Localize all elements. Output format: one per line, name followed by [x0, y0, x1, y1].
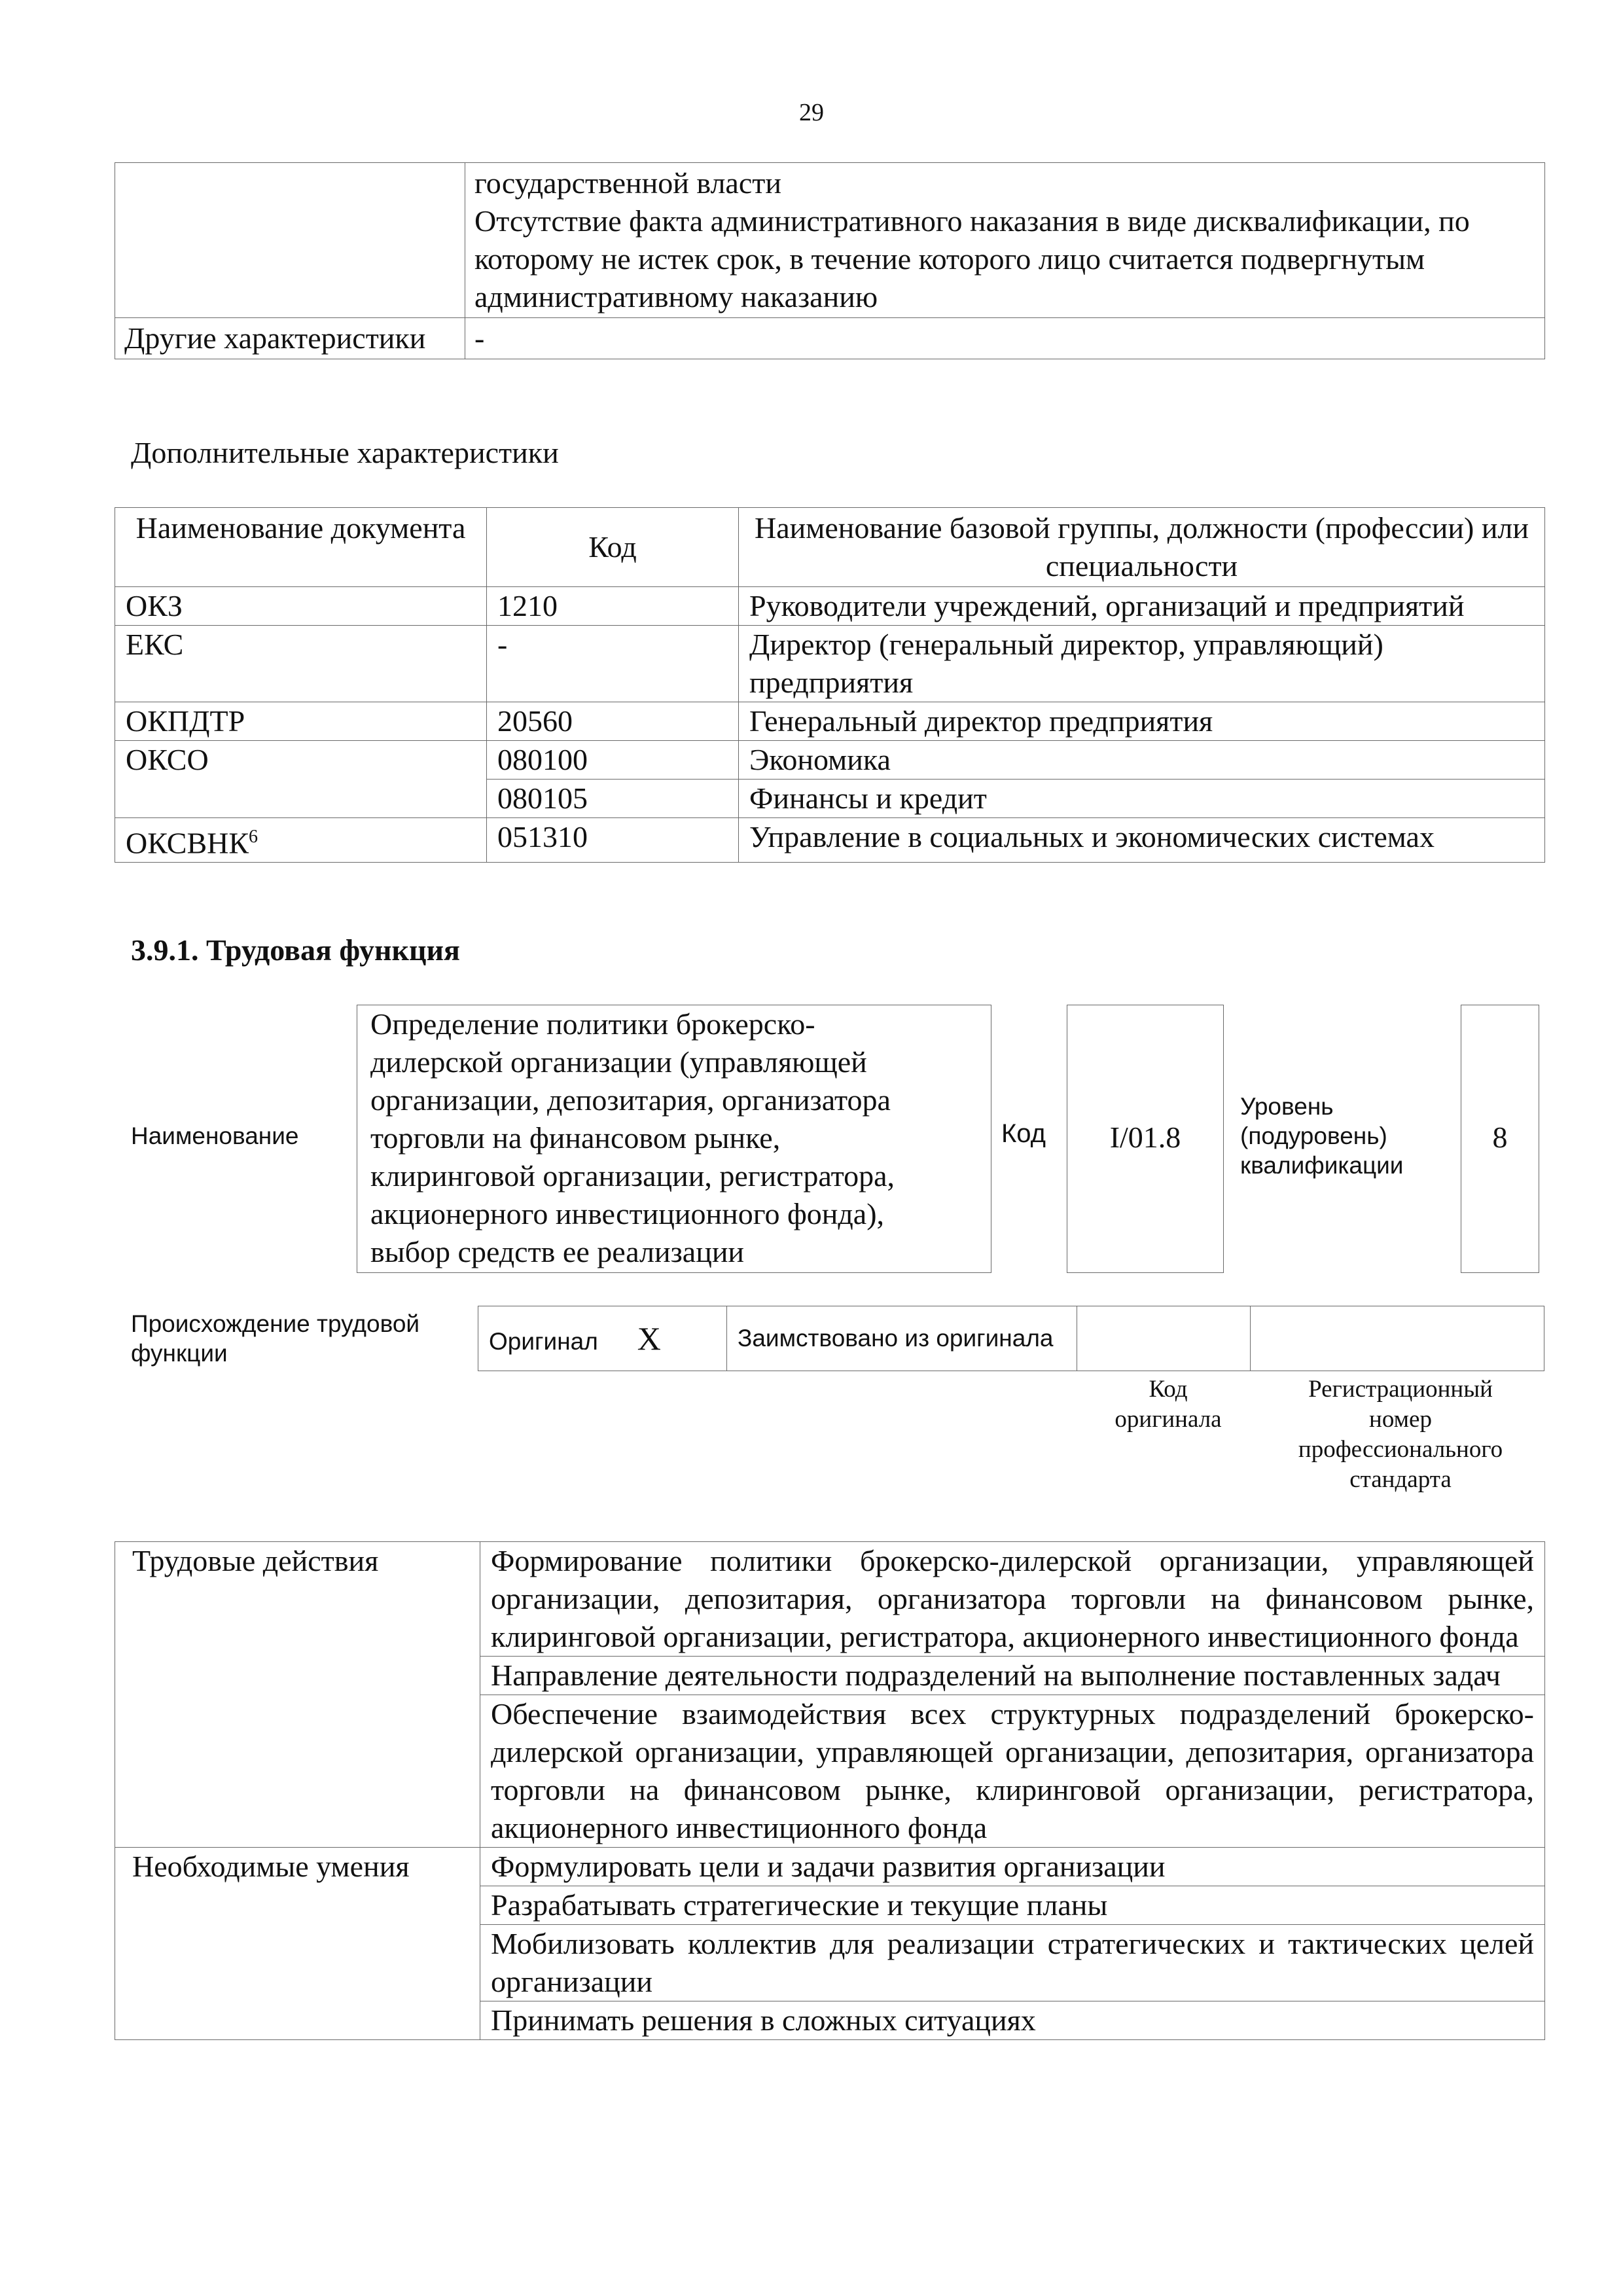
action-item: Направление деятельности подразделений на выполнение поставленных задач: [480, 1657, 1545, 1695]
table-row: [115, 318, 1545, 359]
code-box: [1067, 1005, 1224, 1273]
table-row: [115, 163, 1545, 318]
reg-number-cell: [1251, 1306, 1544, 1371]
table-row: [115, 818, 1545, 863]
level-value: 8: [1492, 1121, 1508, 1154]
original-mark: X: [637, 1320, 661, 1357]
borrowed-cell: Заимствовано из оригинала: [727, 1306, 1077, 1371]
cell-doc: ОКПДТР: [115, 702, 487, 741]
cell-code: 080105: [487, 780, 739, 818]
table-row: [115, 702, 1545, 741]
code-value: I/01.8: [1109, 1121, 1181, 1154]
row-label: [115, 163, 465, 318]
additional-title: Дополнительные характеристики: [131, 436, 559, 469]
skill-item: Принимать решения в сложных ситуациях: [480, 2001, 1545, 2040]
cell-doc: ОКЗ: [115, 587, 487, 626]
actions-table: [115, 1541, 1545, 2040]
text-line: государственной власти: [474, 166, 781, 200]
table-row: [478, 1306, 1544, 1371]
action-item: Обеспечение взаимодействия всех структурных подразделений брокерско-дилерской организации, управляющей организации, депозитария, организатора торговли на финансовом рынке, клиринговой организации, регистратора, акционерного инвестиционного фонда: [480, 1695, 1545, 1848]
skill-item: Разрабатывать стратегические и текущие планы: [480, 1886, 1545, 1925]
text-line: Отсутствие факта административного наказания в виде дисквалификации, по которому не истек срок, в течение которого лицо считается подвергнутым административному наказанию: [474, 204, 1470, 314]
header-doc: Наименование документа: [115, 508, 487, 587]
table-row: [115, 1848, 1545, 1886]
cell-code: 051310: [487, 818, 739, 863]
cell-code: 20560: [487, 702, 739, 741]
table-header-row: [115, 508, 1545, 587]
original-cell: [478, 1306, 727, 1371]
table-row: [115, 1542, 1545, 1657]
section-title: 3.9.1. Трудовая функция: [131, 933, 460, 967]
doc-name: ОКСВНК: [126, 826, 249, 860]
table-row: [115, 626, 1545, 702]
cell-code: 080100: [487, 741, 739, 780]
skills-label: Необходимые умения: [115, 1848, 480, 2040]
table-row: [115, 587, 1545, 626]
skill-item: Мобилизовать коллектив для реализации стратегических и тактических целей организации: [480, 1925, 1545, 2001]
action-item: Формирование политики брокерско-дилерской организации, управляющей организации, депозитария, организатора торговли на финансовом рынке, клиринговой организации, регистратора, акционерного инвестиционного фонда: [480, 1542, 1545, 1657]
cell-code: 1210: [487, 587, 739, 626]
page-number: 29: [799, 99, 824, 126]
characteristics-table: [115, 507, 1545, 863]
actions-label: Трудовые действия: [115, 1542, 480, 1848]
code-label: Код: [1001, 1119, 1046, 1148]
row-label: Другие характеристики: [115, 318, 465, 359]
cell-name: Руководители учреждений, организаций и предприятий: [739, 587, 1545, 626]
row-value: -: [465, 318, 1545, 359]
top-table: [115, 162, 1545, 359]
origin-table: [478, 1306, 1544, 1371]
original-code-cell: [1077, 1306, 1251, 1371]
cell-name: Финансы и кредит: [739, 780, 1545, 818]
cell-doc: ОКСО: [115, 741, 487, 818]
header-name: Наименование базовой группы, должности (профессии) или специальности: [739, 508, 1545, 587]
level-box: [1461, 1005, 1539, 1273]
row-value: [465, 163, 1545, 318]
function-name-box: [357, 1005, 991, 1273]
skill-item: Формулировать цели и задачи развития организации: [480, 1848, 1545, 1886]
footnote-mark: 6: [249, 827, 259, 847]
header-code: Код: [487, 508, 739, 587]
function-name-label: Наименование: [131, 1122, 299, 1149]
function-name-text: Определение политики брокерско- дилерской организации (управляющей организации, депозитария, организатора торговли на финансовом рынке, клиринговой организации, регистратора, акционерного инвестиционного фонда), выбор средств ее реализации: [370, 1007, 895, 1268]
original-label: Оригинал: [489, 1328, 598, 1355]
cell-doc: [115, 818, 487, 863]
cell-name: Генеральный директор предприятия: [739, 702, 1545, 741]
level-label: Уровень (подуровень) квалификации: [1240, 1093, 1404, 1179]
origin-label: Происхождение трудовой функции: [131, 1310, 420, 1367]
cell-code: -: [487, 626, 739, 702]
cell-name: Управление в социальных и экономических системах: [739, 818, 1545, 863]
caption-reg-number: Регистрационный номер профессионального стандарта: [1298, 1376, 1503, 1493]
cell-doc: ЕКС: [115, 626, 487, 702]
cell-name: Экономика: [739, 741, 1545, 780]
table-row: [115, 741, 1545, 780]
caption-original-code: Код оригинала: [1115, 1376, 1222, 1433]
cell-name: Директор (генеральный директор, управляющий) предприятия: [739, 626, 1545, 702]
